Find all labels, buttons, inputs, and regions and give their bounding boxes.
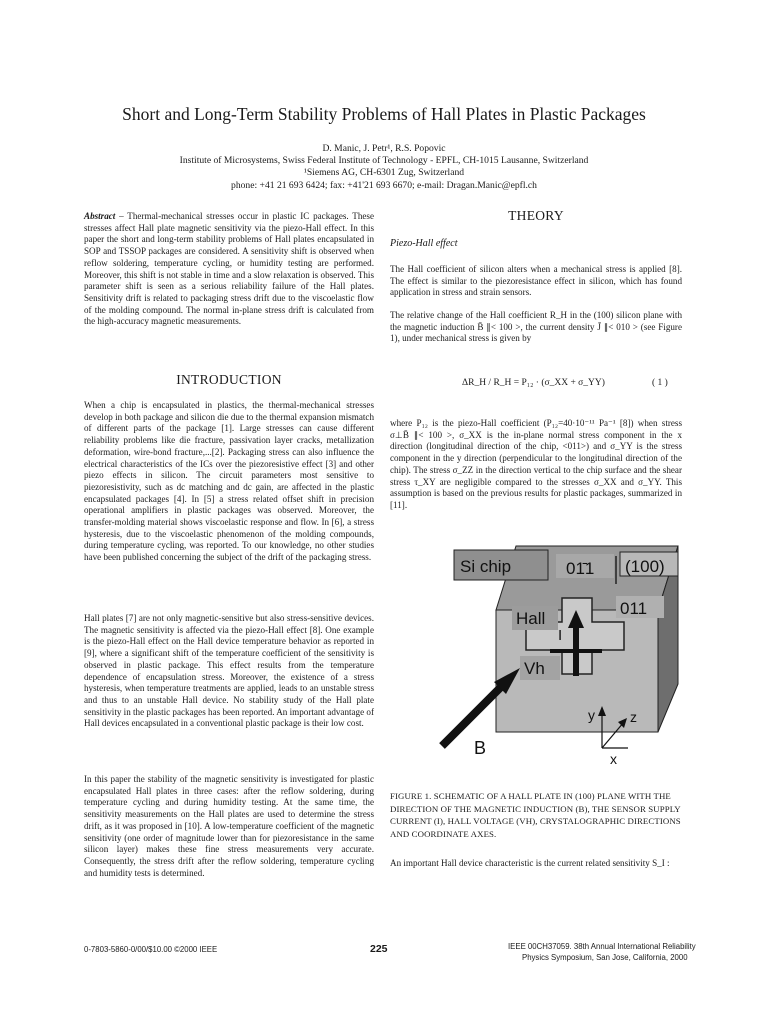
theory-p1-text: The Hall coefficient of silicon alters when a mechanical stress is applied [8]. The effect is similar to the piezoresistance effect in silicon, which has found application in stress and strain sensors.: [390, 264, 682, 298]
paper-title: Short and Long-Term Stability Problems of Hall Plates in Plastic Packages: [122, 104, 646, 124]
label-011: 011: [620, 599, 648, 618]
intro-paragraph-2: [84, 613, 374, 730]
footer-conference-line-1: IEEE 00CH37059. 38th Annual International Reliability: [508, 942, 696, 951]
affiliation-1: Institute of Microsystems, Swiss Federal Institute of Technology - EPFL, CH-1015 Lausanne, Switzerland: [179, 155, 589, 167]
abstract: [84, 211, 374, 328]
page-number: 225: [370, 943, 388, 955]
label-011bar: 01̄1: [566, 559, 595, 578]
theory-p2-text: The relative change of the Hall coefficient R_H in the (100) silicon plane with the magnetic induction B̄ ∥< 100 >, the current density J̄ ∥< 010 > (see Figure 1), under mechanical stress is given by: [390, 310, 682, 344]
label-z: z: [630, 709, 637, 725]
si-chip-label: Si chip: [460, 557, 512, 576]
theory-paragraph-1: [390, 264, 682, 299]
affiliation-2: ¹Siemens AG, CH-6301 Zug, Switzerland: [303, 167, 465, 179]
piezo-hall-subheading: Piezo-Hall effect: [390, 238, 458, 249]
label-vh: Vh: [524, 659, 545, 678]
figure-1-hall-plate: [420, 532, 688, 777]
footer-conference-line-2: Physics Symposium, San Jose, California, 2000: [522, 953, 688, 962]
intro-paragraph-1: [84, 400, 374, 564]
hall-label: Hall: [516, 609, 546, 628]
theory-heading: THEORY: [508, 208, 564, 223]
authors: D. Manic, J. Petr¹, R.S. Popovic: [322, 143, 446, 154]
introduction-heading: INTRODUCTION: [176, 372, 282, 387]
label-x: x: [610, 751, 617, 767]
abstract-text: – Thermal-mechanical stresses occur in plastic IC packages. These stresses affect Hall plate magnetic sensitivity via the piezo-Hall effect. In this paper the short and long-term stability problems of Hall plates encapsulated in SOP and TSSOP packages are considered. A sensitivity shift is observed when reflow soldering, temperature cycling, or humidity testing are performed. Moreover, this shift is not stable in time and a slow relaxation is observed. This parameter shift is seen as a serious reliability failure of the Hall plates. Sensitivity drift is related to packaging stress drift due to the viscoelastic flow of the molding compound. The normal in-plane stress drift is calculated from the high-accuracy magnetic measurements.: [84, 211, 374, 327]
abstract-label: Abstract: [84, 211, 116, 221]
intro-p3-text: In this paper the stability of the magnetic sensitivity is investigated for plastic encapsulated Hall plates in three cases: after the reflow soldering, during temperature cycling and during humidity testing. At the same time, the sensitivity measurements on the Hall plates are used to determine the stress drift, as it was proposed in [10]. A low-temperature coefficient of the magnetic sensitivity (one order of magnitude lower than for piezoresistance in the same silicon layer) makes these fine stress measurements very accurate. Consequently, the stress drift after the reflow soldering, temperature cycling and humidity tests is determined.: [84, 774, 374, 878]
intro-p2-text: Hall plates [7] are not only magnetic-sensitive but also stress-sensitive devices. The magnetic sensitivity is affected via the piezo-Hall effect [8]. One example is the piezo-Hall effect on the Hall device temperature behavior as reported in [9], where a significant shift of the temperature coefficient of the sensitivity is observed in plastic package. This effect results from the temperature dependence of encapsulation stress. Moreover, the existence of a stress hysteresis, when temperature treatments are applied, leads to an unstable stress and thus to an unstable Hall device. No stability study of the Hall plate sensitivity in the plastic packages has been reported. An important advantage of Hall devices encapsulated in a conventional plastic package is their low cost.: [84, 613, 374, 729]
intro-p1-text: When a chip is encapsulated in plastics, the thermal-mechanical stresses develop in both package and silicon die due to the thermal expansion mismatch of different parts of the package [1]. Large stresses can cause different reliability problems like die fracture, passivation layer cracks, metallization deformation, wire-bond fracture,...[2]. Packaging stress can also influence the electrical characteristics of the ICs over the piezoresistive effect [3] and other piezo effects in silicon. The circuit parameters most sensitive to piezoresistivity, such as dc matching and dc gain, are affected in the plastic encapsulated packages [4]. In [5] a stress related offset shift in precision operational amplifiers in plastic packages was observed. Moreover, the transfer-molding material shows viscoelastic response and flow. In [6], a stress hysteresis, due to the viscoelastic phenomenon of the molding compounds, during temperature cycling, was reported. To our knowledge, no other studies have been published concerning the subject of the drift of the packaging stress.: [84, 400, 374, 563]
theory-paragraph-4: [390, 858, 682, 870]
label-y: y: [588, 707, 595, 723]
author-block: [0, 143, 768, 192]
equation-1: ΔR_H / R_H = P₁₂ · (σ_XX + σ_YY): [462, 378, 605, 388]
theory-p4-text: An important Hall device characteristic is the current related sensitivity S_I :: [390, 858, 670, 868]
hall-voltage-bar: [550, 649, 602, 653]
intro-paragraph-3: [84, 774, 374, 879]
contact-line: phone: +41 21 693 6424; fax: +41'21 693 6670; e-mail: Dragan.Manic@epfl.ch: [231, 179, 537, 191]
figure-1-caption: FIGURE 1. SCHEMATIC OF A HALL PLATE IN (100) PLANE WITH THE DIRECTION OF THE MAGNETIC INDUCTION (B), THE SENSOR SUPPLY CURRENT (I), HALL VOLTAGE (VH), CRYSTALOGRAPHIC DIRECTIONS AND COORDINATE AXES.: [390, 791, 681, 839]
label-i: I: [558, 627, 563, 644]
theory-p3-text: where P₁₂ is the piezo-Hall coefficient (P₁₂=40·10⁻¹¹ Pa⁻¹ [8]) when stress σ⊥B̄ ∥< 100 >, σ_XX is the in-plane normal stress component in the x direction (longitudinal direction of the chip, <011>) and σ_YY is the stress component in the y direction (perpendicular to the longitudinal direction of the chip). The stress σ_ZZ in the direction vertical to the chip surface and the shear stress τ_XY are negligible compared to the stresses σ_XX and σ_YY. This assumption is based on the previous results for plastic packages, summarized in [11].: [390, 418, 682, 510]
label-b: B: [474, 738, 487, 758]
theory-paragraph-2: [390, 310, 682, 345]
theory-paragraph-3: [390, 418, 682, 512]
equation-number: ( 1 ): [652, 378, 668, 388]
footer-conference: [508, 941, 696, 963]
footer-copyright: 0-7803-5860-0/00/$10.00 ©2000 IEEE: [84, 945, 218, 954]
label-100: (100): [625, 557, 665, 576]
